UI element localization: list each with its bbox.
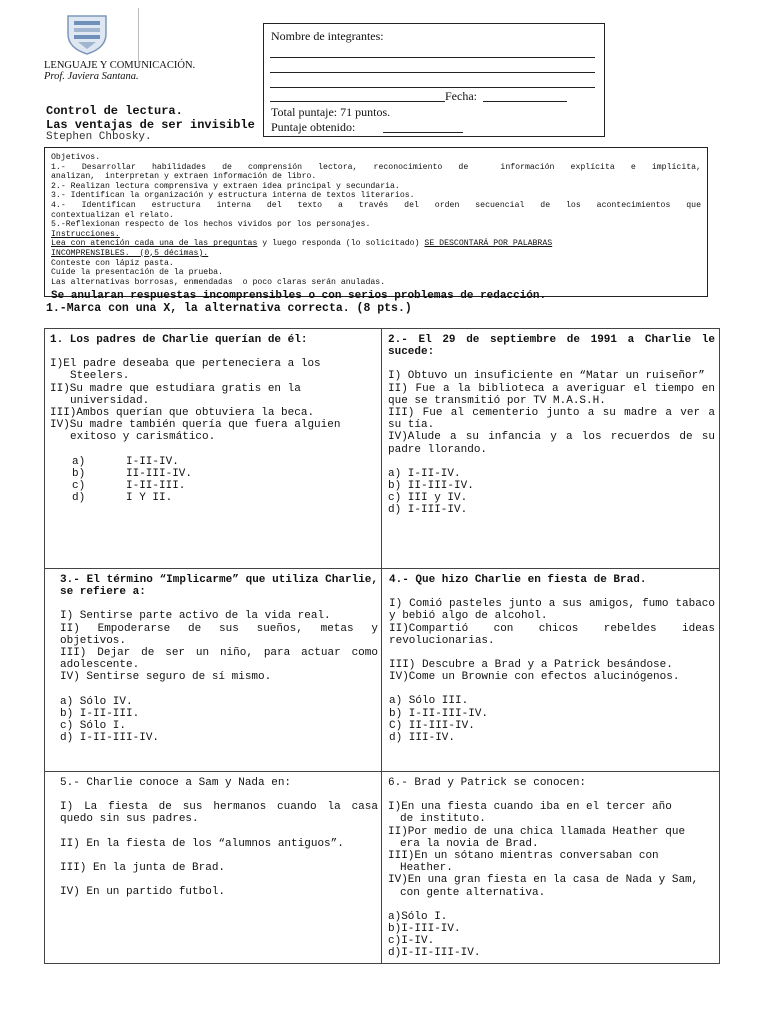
q5-statement-3: III) En la junta de Brad. — [60, 861, 226, 874]
q4-option-c[interactable]: C) II-III-IV. — [389, 719, 475, 732]
q1-statement-4: IV)Su madre también quería que fuera alguien exitoso y carismático. — [50, 419, 341, 444]
q1-option-a[interactable] — [50, 456, 380, 468]
q2-option-b[interactable]: b) II-III-IV. — [388, 480, 474, 493]
q4-option-a[interactable]: a) Sólo III. — [389, 695, 469, 708]
instruction-1a: Lea con atención cada una de las preguntas — [51, 239, 258, 249]
question-1 — [50, 334, 380, 504]
q1-option-c-value: I-II-III. — [126, 480, 186, 493]
instruction-1 — [51, 239, 701, 249]
q2-option-d[interactable]: d) I-III-IV. — [388, 504, 468, 517]
q3-statement-4: IV) Sentirse seguro de sí mismo. — [60, 671, 272, 684]
section-1-title: 1.-Marca con una X, la alternativa correcta. (8 pts.) — [46, 302, 412, 315]
q2-statement-1: I) Obtuvo un insuficiente en “Matar un ruiseñor” — [388, 370, 705, 383]
q2-statement-4: IV)Alude a su infancia y a los recuerdos de su padre llorando. — [388, 431, 715, 456]
member-line-1[interactable] — [270, 57, 595, 58]
author-name: Stephen Chbosky. — [46, 131, 152, 143]
book-title: Las ventajas de ser invisible — [46, 118, 255, 132]
q4-option-b[interactable]: b) I-II-III-IV. — [389, 707, 489, 720]
question-2 — [388, 334, 715, 517]
instruction-1-cont: INCOMPRENSIBLES. (0,5 décimas). — [51, 248, 209, 258]
q2-option-a[interactable]: a) I-II-IV. — [388, 467, 461, 480]
subject-label: LENGUAJE Y COMUNICACIÓN. — [44, 60, 196, 71]
objective-5: 5.-Reflexionan respecto de los hechos vividos por los personajes. — [51, 220, 371, 230]
q5-statement-2: II) En la fiesta de los “alumnos antiguos”. — [60, 837, 344, 850]
objective-1-cont: analizan, interpretan y extraen información de libro. — [51, 172, 317, 182]
objectives-heading: Objetivos. — [51, 153, 101, 162]
q1-option-d-value: I Y II. — [126, 492, 173, 505]
q6-option-c[interactable]: c)I-IV. — [388, 935, 435, 948]
instruction-1b: y luego responda (lo solicitado) — [257, 239, 425, 249]
school-crest-logo — [62, 12, 112, 56]
total-score: Total puntaje: 71 puntos. — [271, 105, 391, 119]
instruction-1c: SE DESCONTARÁ POR PALABRAS — [424, 239, 553, 249]
q5-statement-1: I) La fiesta de sus hermanos cuando la casa quedo sin sus padres. — [60, 801, 378, 826]
q3-option-a[interactable]: a) Sólo IV. — [60, 695, 133, 708]
question-6 — [388, 777, 715, 960]
q6-statement-1: I)En una fiesta cuando iba en el tercer año de instituto. — [388, 801, 672, 826]
question-5 — [60, 777, 378, 898]
instruction-4: Las alternativas borrosas, enmendadas o poco claras serán anuladas. — [51, 277, 386, 287]
question-3 — [60, 574, 378, 744]
control-title: Control de lectura. — [46, 104, 183, 118]
question-4 — [389, 574, 715, 744]
q3-statement-1: I) Sentirse parte activo de la vida real. — [60, 610, 331, 623]
q3-statement-3: III) Dejar de ser un niño, para actuar como adolescente. — [60, 647, 378, 672]
instruction-3: Cuide la presentación de la prueba. — [51, 268, 223, 278]
q2-statement-2: II) Fue a la biblioteca a averiguar el tiempo en que se transmitió por TV M.A.S.H. — [388, 382, 715, 407]
student-info-box — [263, 23, 605, 137]
q1-option-d-key: d) — [72, 492, 86, 505]
q1-option-a-value: I-II-IV. — [126, 455, 179, 468]
q6-option-b[interactable]: b)I-III-IV. — [388, 923, 461, 936]
q3-option-c[interactable]: c) Sólo I. — [60, 720, 127, 733]
q6-statement-3: III)En un sótano mientras conversaban con Heather. — [388, 850, 659, 875]
q4-statement-2: II)Compartió con chicos rebeldes ideas revolucionarias. — [389, 622, 715, 647]
instruction-2: Conteste con lápiz pasta. — [51, 258, 174, 268]
score-line[interactable] — [383, 132, 463, 133]
date-line[interactable] — [483, 101, 567, 102]
q2-statement-3: III) Fue al cementerio junto a su madre a ver a su tía. — [388, 407, 715, 432]
q1-option-c[interactable] — [50, 480, 380, 492]
question-5-title: 5.- Charlie conoce a Sam y Nada en: — [60, 777, 292, 789]
date-label: Fecha: — [445, 89, 477, 103]
q4-option-d[interactable]: d) III-IV. — [389, 732, 456, 745]
q3-statement-2: II) Empoderarse de sus sueños, metas y objetivos. — [60, 622, 378, 647]
header-divider — [138, 8, 139, 68]
member-line-4[interactable] — [270, 101, 445, 102]
q4-statement-3: III) Descubre a Brad y a Patrick besándose. — [389, 659, 673, 672]
objective-4-cont: contextualizan el relato. — [51, 210, 174, 220]
q4-statement-4: IV)Come un Brownie con efectos alucinógenos. — [389, 671, 680, 684]
q6-statement-2: II)Por medio de una chica llamada Heather que era la novia de Brad. — [388, 825, 686, 850]
q1-option-b[interactable] — [50, 468, 380, 480]
objectives-box — [44, 147, 708, 303]
teacher-name: Prof. Javiera Santana. — [44, 71, 139, 82]
instructions-heading: Instrucciones. — [51, 229, 120, 239]
warning-text: Se anularan respuestas incomprensibles o con serios problemas de redacción. — [51, 290, 547, 303]
objective-3: 3.- Identifican la organización y estructura interna de textos literarios. — [51, 191, 415, 201]
objective-4: 4.- Identifican estructura interna del texto a través del orden secuencial de los acontecimientos que — [51, 200, 701, 210]
q5-statement-4: IV) En un partido futbol. — [60, 886, 226, 899]
grid-row-divider-1 — [44, 568, 720, 569]
q4-statement-1: I) Comió pasteles junto a sus amigos, fumo tabaco y bebió algo de alcohol. — [389, 598, 715, 623]
question-4-title: 4.- Que hizo Charlie en fiesta de Brad. — [389, 574, 647, 586]
q1-option-b-value: II-III-IV. — [126, 467, 193, 480]
q1-statement-2: II)Su madre que estudiara gratis en la universidad. — [50, 382, 301, 407]
q6-option-a[interactable]: a)Sólo I. — [388, 910, 448, 923]
question-6-title: 6.- Brad y Patrick se conocen: — [388, 777, 587, 789]
grid-row-divider-2 — [44, 771, 720, 772]
grid-vertical-divider — [381, 328, 382, 964]
q6-option-d[interactable]: d)I-II-III-IV. — [388, 947, 481, 960]
question-3-title: 3.- El término “Implicarme” que utiliza Charlie, se refiere a: — [60, 574, 378, 599]
q1-option-b-key: b) — [72, 467, 86, 480]
question-2-title: 2.- El 29 de septiembre de 1991 a Charlie le sucede: — [388, 334, 715, 359]
member-line-2[interactable] — [270, 72, 595, 73]
objective-2: 2.- Realizan lectura comprensiva y extraen idea principal y secundaria. — [51, 181, 400, 191]
q3-option-b[interactable]: b) I-II-III. — [60, 707, 140, 720]
q1-option-c-key: c) — [72, 480, 86, 493]
score-obtained-label: Puntaje obtenido: — [271, 120, 356, 134]
objective-1: 1.- Desarrollar habilidades de comprensión lectora, reconocimiento de información explícita e implícita, — [51, 162, 701, 172]
q6-statement-4: IV)En una gran fiesta en la casa de Nada y Sam, con gente alternativa. — [388, 874, 699, 899]
q1-statement-3: III)Ambos querían que obtuviera la beca. — [50, 407, 315, 420]
q3-option-d[interactable]: d) I-II-III-IV. — [60, 732, 160, 745]
q1-option-d[interactable] — [50, 492, 380, 504]
member-line-3[interactable] — [270, 87, 595, 88]
question-1-title: 1. Los padres de Charlie querían de él: — [50, 334, 308, 346]
q1-option-a-key: a) — [72, 455, 86, 468]
q1-statement-1: I)El padre deseaba que perteneciera a los Steelers. — [50, 358, 321, 383]
members-label: Nombre de integrantes: — [271, 29, 384, 43]
q2-option-c[interactable]: c) III y IV. — [388, 492, 468, 505]
